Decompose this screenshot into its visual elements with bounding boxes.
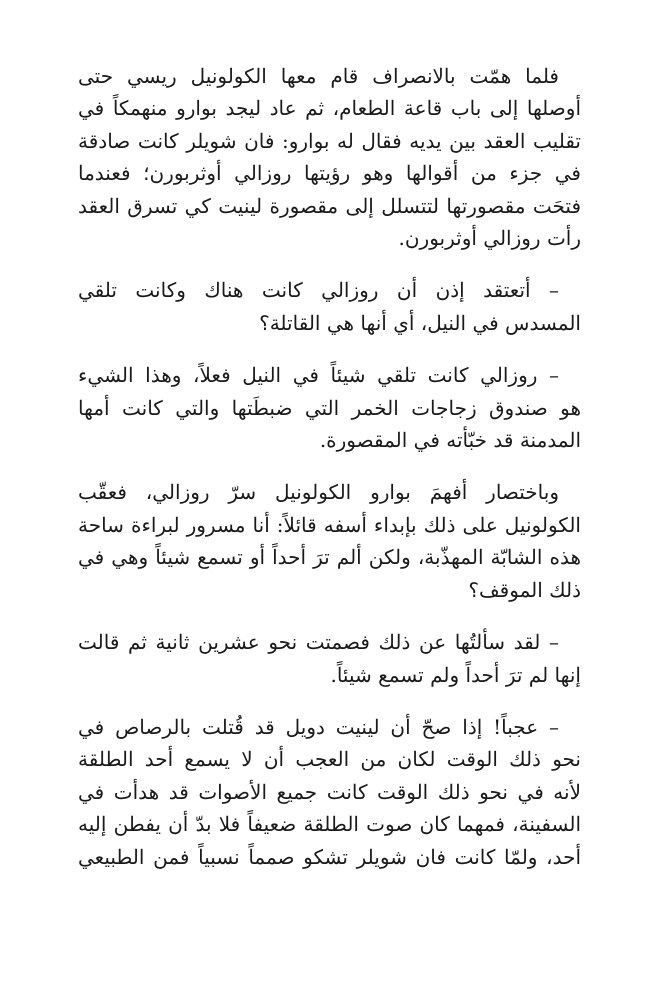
text-line: أحد، ولمّا كانت فان شويلر تشكو صمماً نسبياً فمن الطبيعي <box>78 844 581 869</box>
text-line: – روزالي كانت تلقي شيئاً في النيل فعلاً، وهذا الشيء <box>78 363 559 388</box>
text-line: – أتعتقد إذن أن روزالي كانت هناك وكانت تلقي <box>78 278 559 303</box>
text-line: فلما همّت بالانصراف قام معها الكولونيل ريسي حتى <box>78 64 559 88</box>
text-line: ذلك الموقف؟ <box>468 577 581 602</box>
paragraph-4 <box>78 476 581 606</box>
book-page <box>78 60 581 893</box>
text-line: في جزء من أقوالها وهو رؤيتها روزالي أوثربورن؛ فعندما <box>78 161 581 186</box>
paragraph-3 <box>78 359 581 456</box>
text-line: رأت روزالي أوثربورن. <box>398 226 581 251</box>
text-line: لأنه في نحو ذلك الوقت كانت جميع الأصوات قد هدأت في <box>78 779 581 804</box>
text-line: تقليب العقد بين يديه فقال له بوارو: فان شويلر كانت صادقة <box>78 128 581 153</box>
text-line: أوصلها إلى باب قاعة الطعام، ثم عاد ليجد بوارو منهمكاً في <box>78 96 581 121</box>
text-line: وباختصار أفهمَ بوارو الكولونيل سرّ روزالي، فعقّب <box>78 480 559 505</box>
text-line: – لقد سألتُها عن ذلك فصمتت نحو عشرين ثانية ثم قالت <box>78 630 559 655</box>
paragraph-2 <box>78 274 581 339</box>
text-line: إنها لم ترَ أحداً ولم تسمع شيئاً. <box>330 662 581 687</box>
text-line: السفينة، فمهما كان صوت الطلقة ضعيفاً فلا بدّ أن يفطن إليه <box>78 812 581 837</box>
text-line: – عجباً! إذا صحّ أن لينيت دويل قد قُتلت بالرصاص في <box>78 714 559 739</box>
text-line: المدمنة قد خبّأته في المقصورة. <box>319 428 581 453</box>
text-line: نحو ذلك الوقت لكان من العجب أن لا يسمع أحد الطلقة <box>78 747 581 772</box>
paragraph-1 <box>78 60 581 254</box>
text-line: المسدس في النيل، أي أنها هي القاتلة؟ <box>259 310 581 335</box>
text-line: هو صندوق زجاجات الخمر التي ضبطَتها والتي كانت أمها <box>78 395 581 420</box>
text-line: هذه الشابّة المهذّبة، ولكن ألم ترَ أحداً أو تسمع شيئاً وهي في <box>78 545 581 570</box>
text-line: فتحَت مقصورتها لتتسلل إلى مقصورة لينيت كي تسرق العقد <box>78 193 581 218</box>
paragraph-5 <box>78 626 581 691</box>
paragraph-6 <box>78 711 581 873</box>
text-line: الكولونيل على ذلك بإبداء أسفه قائلاً: أنا مسرور لبراءة ساحة <box>78 512 581 537</box>
